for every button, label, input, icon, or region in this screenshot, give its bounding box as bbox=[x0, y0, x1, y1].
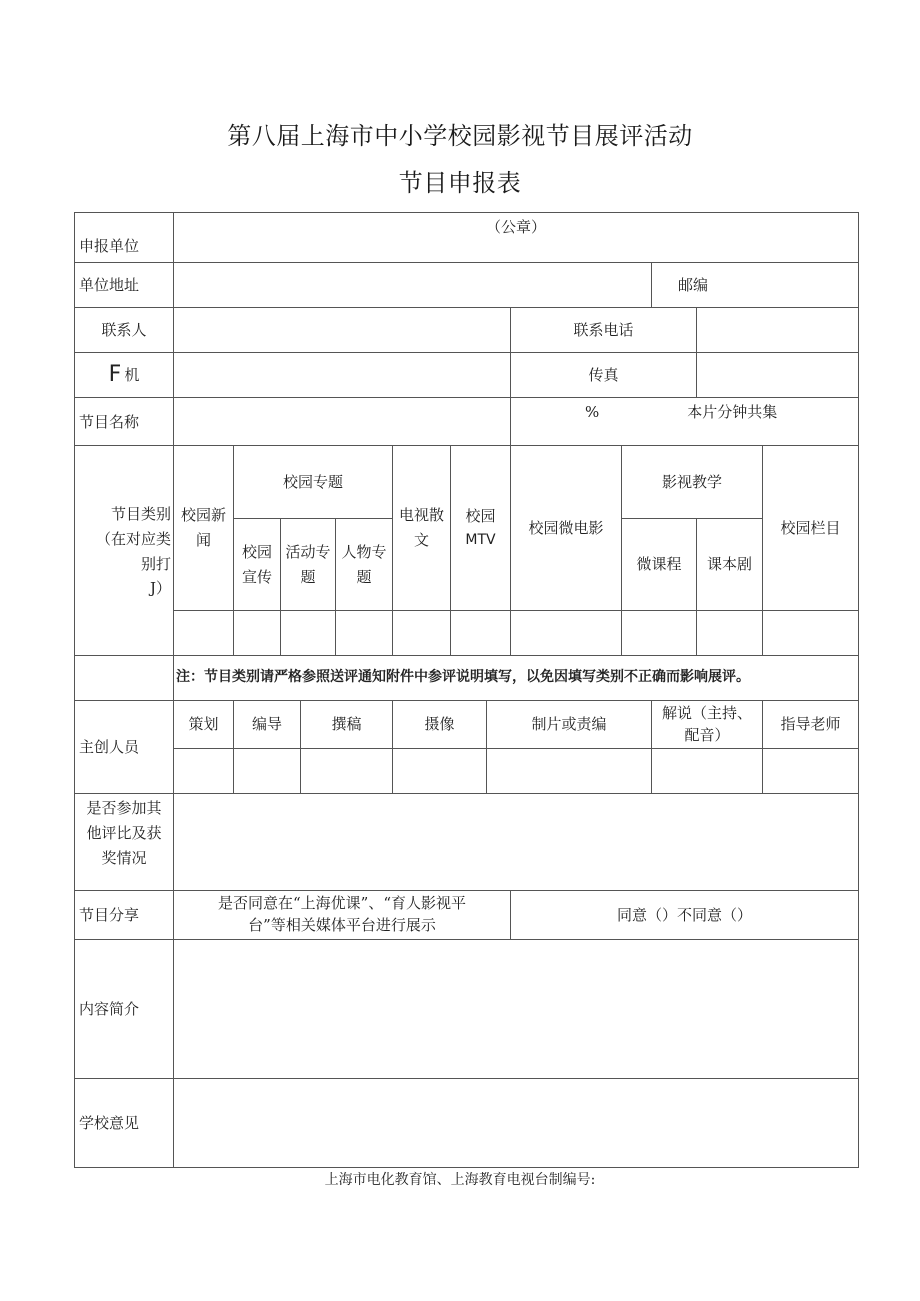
crew-planner-field[interactable] bbox=[173, 748, 234, 794]
summary-field[interactable] bbox=[173, 939, 859, 1079]
check-column[interactable] bbox=[762, 610, 859, 656]
cat-teaching-group: 影视教学 bbox=[621, 445, 763, 519]
summary-label: 内容简介 bbox=[74, 939, 174, 1079]
share-options[interactable]: 同意（）不同意（） bbox=[510, 890, 859, 940]
seal-note: （公章） bbox=[485, 218, 546, 236]
category-label: 节目类别 （在对应类 别打 J） bbox=[74, 445, 174, 656]
school-opinion-label: 学校意见 bbox=[74, 1078, 174, 1168]
awards-field[interactable] bbox=[173, 793, 859, 891]
school-opinion-field[interactable] bbox=[173, 1078, 859, 1168]
fax-label: 传真 bbox=[510, 352, 697, 398]
check-textbook-drama[interactable] bbox=[696, 610, 763, 656]
mobile-label: F 机 bbox=[74, 352, 174, 398]
cat-tv-essay: 电视散 文 bbox=[392, 445, 451, 611]
cat-special-people: 人物专 题 bbox=[335, 518, 393, 611]
cat-special-activity: 活动专 题 bbox=[280, 518, 336, 611]
crew-director: 编导 bbox=[233, 700, 301, 749]
note-spacer bbox=[74, 655, 174, 701]
duration-field[interactable] bbox=[510, 397, 859, 446]
crew-producer-field[interactable] bbox=[486, 748, 652, 794]
cat-mtv: 校园 MTV bbox=[450, 445, 511, 611]
form-title: 第八届上海市中小学校园影视节目展评活动 bbox=[227, 122, 693, 150]
cat-textbook-drama: 课本剧 bbox=[696, 518, 763, 611]
share-label: 节目分享 bbox=[74, 890, 174, 940]
contact-field[interactable] bbox=[173, 307, 511, 353]
crew-planner: 策划 bbox=[173, 700, 234, 749]
cat-special-group: 校园专题 bbox=[233, 445, 393, 519]
crew-writer-field[interactable] bbox=[300, 748, 393, 794]
crew-advisor-field[interactable] bbox=[762, 748, 859, 794]
check-special-promo[interactable] bbox=[233, 610, 281, 656]
address-label: 单位地址 bbox=[74, 262, 174, 308]
check-micro-film[interactable] bbox=[510, 610, 622, 656]
awards-label: 是否参加其 他评比及获 奖情况 bbox=[74, 793, 174, 891]
mobile-field[interactable] bbox=[173, 352, 511, 398]
unit-field[interactable] bbox=[173, 212, 859, 263]
check-micro-course[interactable] bbox=[621, 610, 697, 656]
check-news[interactable] bbox=[173, 610, 234, 656]
crew-label: 主创人员 bbox=[74, 700, 174, 794]
form-subtitle: 节目申报表 bbox=[398, 169, 522, 197]
postcode-field[interactable] bbox=[651, 262, 859, 308]
cat-special-promo: 校园 宣传 bbox=[233, 518, 281, 611]
program-name-label: 节目名称 bbox=[74, 397, 174, 446]
duration-text: 本片分钟共集 bbox=[687, 403, 778, 421]
cat-micro-film: 校园微电影 bbox=[510, 445, 622, 611]
check-special-activity[interactable] bbox=[280, 610, 336, 656]
fax-field[interactable] bbox=[696, 352, 859, 398]
cat-news: 校园新 闻 bbox=[173, 445, 234, 611]
crew-producer: 制片或责编 bbox=[486, 700, 652, 749]
crew-camera: 摄像 bbox=[392, 700, 487, 749]
program-name-field[interactable] bbox=[173, 397, 511, 446]
cat-column: 校园栏目 bbox=[762, 445, 859, 611]
crew-advisor: 指导老师 bbox=[762, 700, 859, 749]
check-mtv[interactable] bbox=[450, 610, 511, 656]
check-tv-essay[interactable] bbox=[392, 610, 451, 656]
address-field[interactable] bbox=[173, 262, 652, 308]
postcode-label: 邮编 bbox=[678, 275, 709, 294]
category-note: 注：节目类别请严格参照送评通知附件中参评说明填写，以免因填写类别不正确而影响展评。 bbox=[173, 655, 859, 701]
phone-field[interactable] bbox=[696, 307, 859, 353]
unit-label: 申报单位 bbox=[74, 212, 174, 263]
crew-narrator-field[interactable] bbox=[651, 748, 763, 794]
crew-narrator: 解说（主持、 配音） bbox=[651, 700, 763, 749]
footer-credit: 上海市电化教育馆、上海教育电视台制编号: bbox=[324, 1172, 596, 1188]
duration-prefix: % bbox=[585, 403, 600, 421]
crew-director-field[interactable] bbox=[233, 748, 301, 794]
crew-camera-field[interactable] bbox=[392, 748, 487, 794]
check-special-people[interactable] bbox=[335, 610, 393, 656]
crew-writer: 撰稿 bbox=[300, 700, 393, 749]
cat-micro-course: 微课程 bbox=[621, 518, 697, 611]
share-question: 是否同意在“上海优课”、“育人影视平 台”等相关媒体平台进行展示 bbox=[173, 890, 511, 940]
phone-label: 联系电话 bbox=[510, 307, 697, 353]
contact-label: 联系人 bbox=[74, 307, 174, 353]
